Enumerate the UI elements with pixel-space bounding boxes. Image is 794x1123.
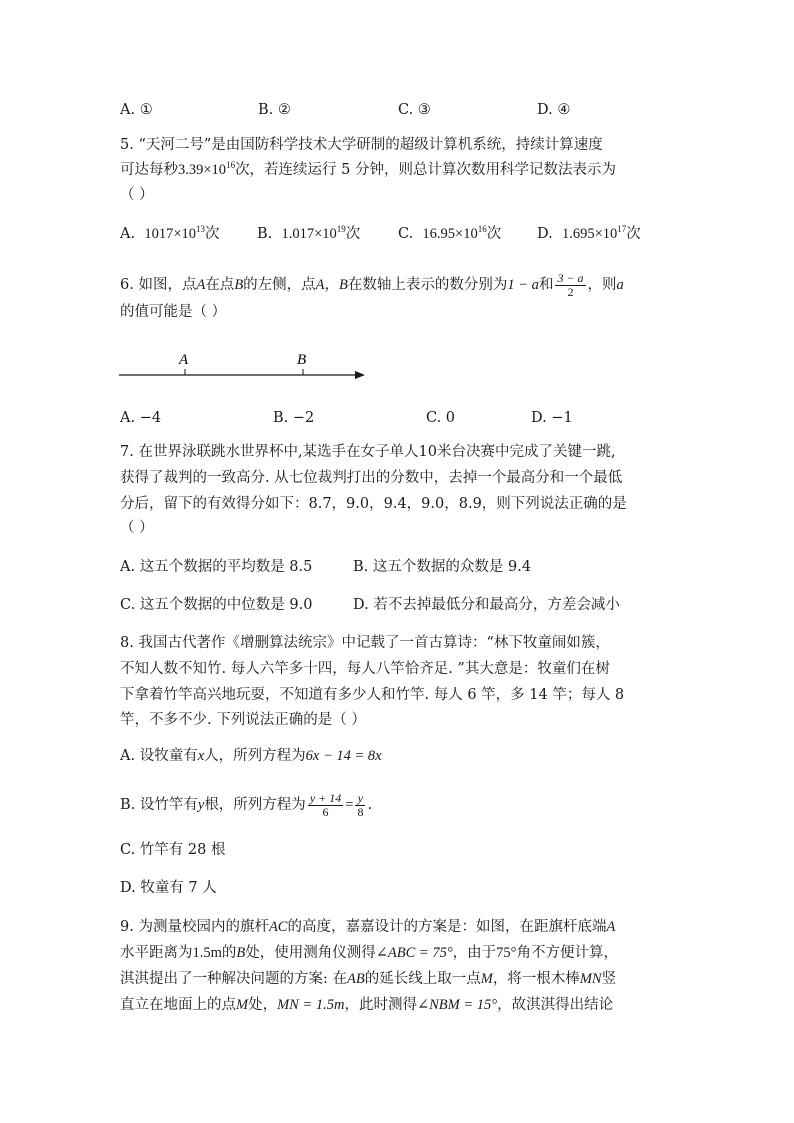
q4-option-b: B. ② — [258, 102, 291, 118]
q5-text-line1: 5. “天河二号”是由国防科学技术大学研制的超级计算机系统，持续计算速度 — [120, 137, 603, 153]
q9-text-line3: 淇淇提出了一种解决问题的方案: 在AB的延长线上取一点M，将一根木棒MN竖 — [120, 971, 617, 987]
q6-text-line1: 6. 如图，点A在点B的左侧，点A，B在数轴上表示的数分别为1 − a和 $\frac{3 - a}{2}$ ，则a — [120, 270, 624, 299]
q7-option-d: D. 若不去掉最低分和最高分，方差会减小 — [353, 597, 620, 613]
q8-text-line3: 下拿着竹竿高兴地玩耍，不知道有多少人和竹竿. 每人 6 竿，多 14 竿；每人 8 — [120, 687, 625, 703]
q8-text-line4: 竿，不多不少. 下列说法正确的是（ ） — [120, 712, 366, 728]
q8-option-a: A. 设牧童有x人，所列方程为6x − 14 = 8x — [120, 748, 382, 764]
q9-text-line2: 水平距离为1.5m的B处，使用测角仪测得∠ABC = 75°，由于75°角不方便计算， — [120, 945, 618, 961]
axis-label-a: A — [179, 352, 189, 368]
axis-label-b: B — [297, 352, 307, 368]
number-line-figure — [115, 345, 375, 390]
q4-option-c: C. ③ — [398, 102, 431, 118]
q7-option-a: A. 这五个数据的平均数是 8.5 — [120, 559, 313, 575]
q8-fraction-2: $\frac{y}{8}$ — [357, 790, 364, 819]
q8-text-line2: 不知人数不知竹. 每人六竿多十四，每人八竿恰齐足. ”其大意是：牧童们在树 — [120, 661, 610, 677]
q5-text: 次，若连续运行 5 分钟，则总计算次数用科学记数法表示为 — [235, 162, 617, 178]
q8-text-line1: 8. 我国古代著作《增删算法统宗》中记载了一首古算诗：“林下牧童闹如簇， — [120, 635, 610, 651]
q4-option-a: A. ① — [120, 102, 153, 118]
q6-option-a: A. −4 — [120, 410, 162, 426]
q7-text-line2: 获得了裁判的一致高分. 从七位裁判打出的分数中，去掉一个最高分和一个最低 — [120, 470, 623, 486]
q7-answer-paren: （ ） — [120, 520, 154, 536]
q7-option-c: C. 这五个数据的中位数是 9.0 — [120, 597, 313, 613]
q8-fraction-1: $\frac{y + 14}{6}$ — [309, 790, 342, 819]
q8-option-b: B. 设竹竿有y根，所列方程为 $\frac{y + 14}{6}$ = $\frac{y}{8}$ . — [120, 790, 373, 819]
q5-option-d: D. $1.695\times 10^{17}$次 — [537, 224, 641, 242]
q4-option-d: D. ④ — [537, 102, 571, 118]
q9-text-line4: 直立在地面上的点M处，MN = 1.5m，此时测得∠NBM = 15°，故淇淇得出结论 — [120, 997, 614, 1013]
q7-text-line1: 7. 在世界泳联跳水世界杯中,某选手在女子单人10米台决赛中完成了关键一跳, — [120, 444, 616, 460]
q6-expr1: 1 − a — [507, 277, 539, 293]
q8-option-c: C. 竹竿有 28 根 — [120, 842, 226, 858]
q8-equation-a: 6x − 14 = 8x — [305, 748, 382, 764]
q7-option-b: B. 这五个数据的众数是 9.4 — [353, 559, 532, 575]
q6-text-line2: 的值可能是（ ） — [120, 304, 227, 320]
q5-option-a: A. $1017\times 10^{13}$次 — [120, 224, 220, 242]
q9-text-line1: 9. 为测量校园内的旗杆AC的高度，嘉嘉设计的方案是：如图，在距旗杆底端A — [120, 919, 616, 935]
q5-option-b: B. $1.017\times 10^{19}$次 — [257, 224, 361, 242]
axis-arrow-icon — [355, 371, 365, 379]
q7-text-line3: 分后，留下的有效得分如下：8.7，9.0，9.4，9.0，8.9，则下列说法正确的是 — [120, 496, 627, 512]
q5-option-c: C. $16.95\times 10^{16}$次 — [398, 224, 502, 242]
q5-text: 可达每秒 — [120, 162, 178, 178]
q5-text-line2 — [120, 160, 616, 180]
q6-option-d: D. −1 — [531, 410, 573, 426]
q6-fraction: $\frac{3 - a}{2}$ — [557, 270, 584, 299]
q5-answer-paren: （ ） — [120, 187, 154, 203]
q6-option-c: C. 0 — [426, 410, 456, 426]
q8-option-d: D. 牧童有 7 人 — [120, 880, 217, 896]
q5-speed: $3.39\times 10^{16}$ — [178, 160, 236, 178]
q6-option-b: B. −2 — [273, 410, 315, 426]
